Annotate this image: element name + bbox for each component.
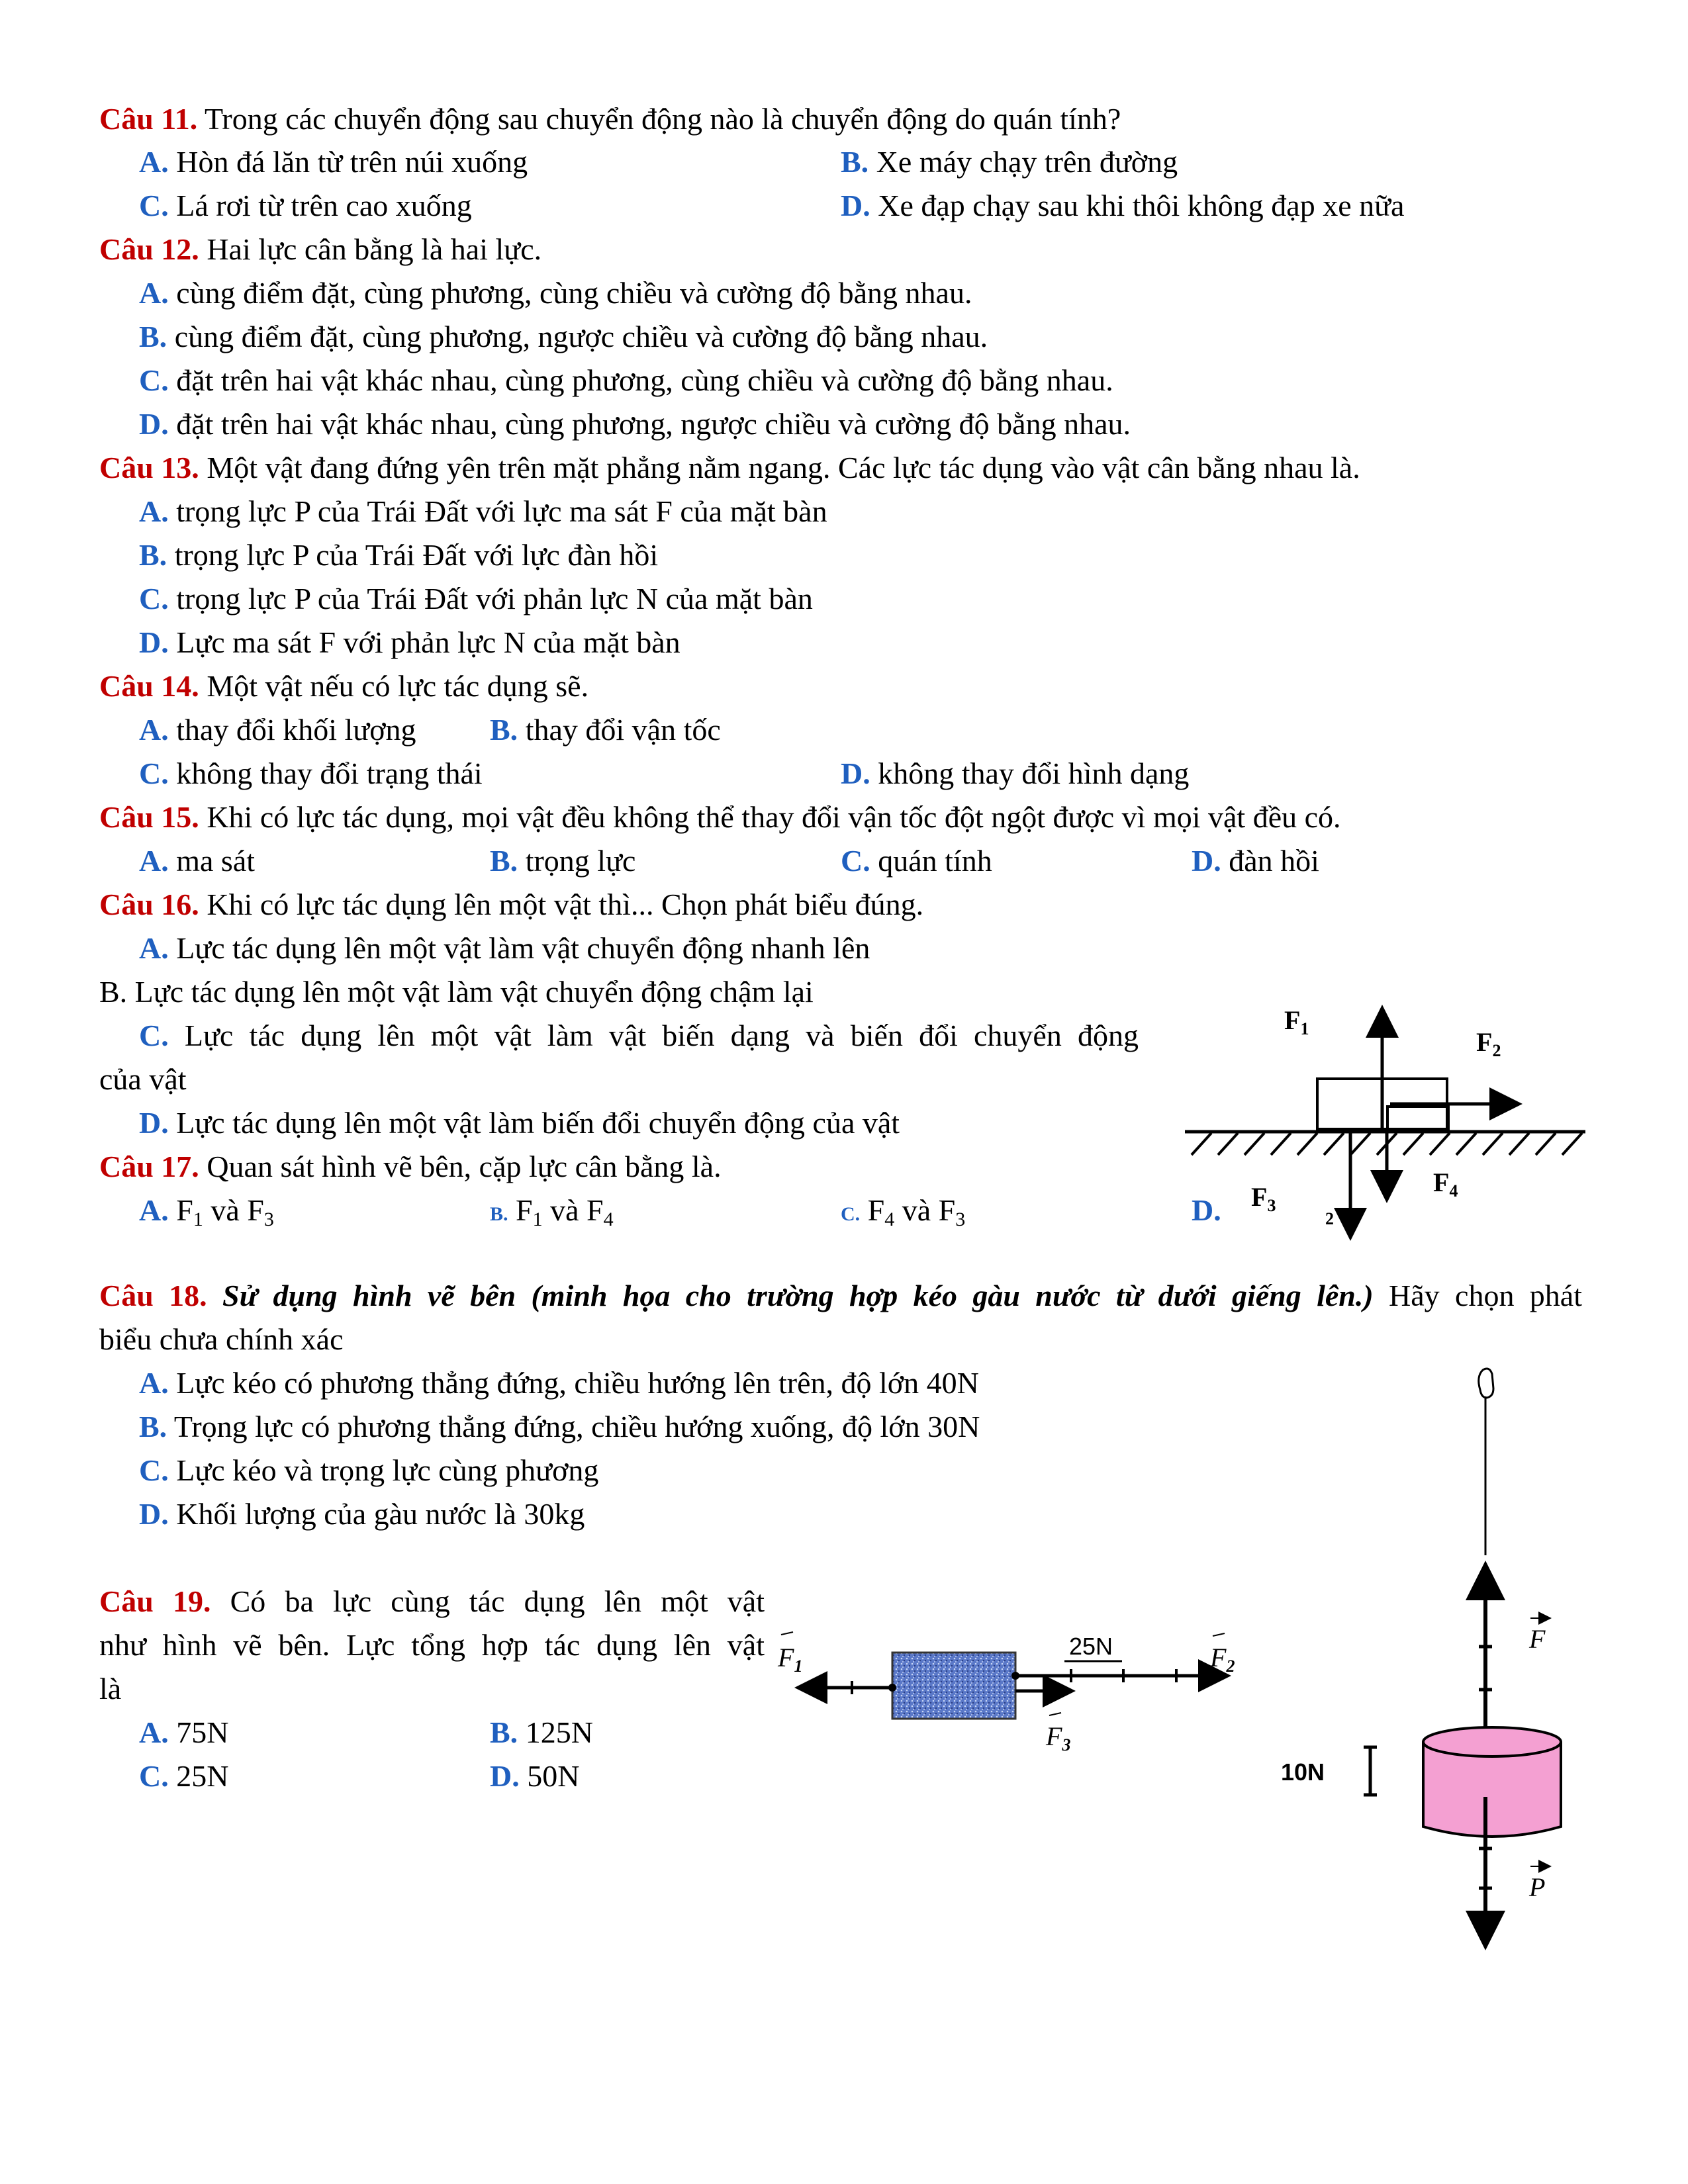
q19-stem (99, 1582, 765, 1621)
option-text: F (516, 1193, 533, 1227)
q15-option-b[interactable] (490, 841, 635, 881)
q11-stem (99, 99, 1121, 139)
q18-stem-cont (99, 1320, 344, 1359)
option-text-continued: của vật (99, 1062, 187, 1096)
q19-application-point-right (1011, 1672, 1019, 1680)
option-text: thay đổi khối lượng (176, 713, 416, 747)
option-text: 75N (176, 1715, 229, 1749)
option-key: B. (139, 538, 167, 572)
option-text: F (176, 1193, 193, 1227)
q19-number: Câu 19. (99, 1584, 211, 1618)
q17-option-c[interactable] (841, 1191, 965, 1240)
option-key: A. (139, 1193, 169, 1227)
q18-bold-text: Sử dụng hình vẽ bên (minh họa cho trường hợp kéo gàu nước từ dưới giếng lên.) (222, 1279, 1374, 1312)
option-key: D. (1192, 1193, 1221, 1227)
q19-option-b[interactable] (490, 1713, 593, 1752)
svg-text:F1: $F_1$ (778, 1643, 803, 1676)
q12-text: Hai lực cân bằng là hai lực. (207, 232, 542, 266)
option-text: không thay đổi hình dạng (878, 756, 1190, 790)
q11-option-b[interactable] (841, 142, 1178, 182)
option-text: Lực tác dụng lên một vật làm vật biến dạng và biến đổi chuyển động (184, 1019, 1139, 1052)
q16-option-d[interactable] (139, 1103, 900, 1143)
option-key: D. (1192, 844, 1221, 878)
option-text: Lực ma sát F với phản lực N của mặt bàn (176, 625, 680, 659)
option-text: không thay đổi trạng thái (176, 756, 483, 790)
q11-text: Trong các chuyển động sau chuyển động nào là chuyển động do quán tính? (204, 102, 1121, 136)
q13-stem (99, 448, 1360, 488)
option-text: Lá rơi từ trên cao xuống (176, 189, 472, 222)
q14-option-a[interactable] (139, 710, 416, 750)
option-key: B. (490, 1203, 508, 1225)
option-text: Trọng lực có phương thẳng đứng, chiều hướng xuống, độ lớn 30N (173, 1410, 980, 1443)
option-text: Xe đạp chạy sau khi thôi không đạp xe nữa (878, 189, 1405, 222)
option-text: trọng lực P của Trái Đất với lực ma sát F của mặt bàn (176, 494, 827, 528)
option-text: Lực tác dụng lên một vật làm biến đổi chuyển động của vật (176, 1106, 900, 1140)
option-key: B. (139, 1410, 167, 1443)
q15-text: Khi có lực tác dụng, mọi vật đều không thể thay đổi vận tốc đột ngột được vì mọi vật đều có. (207, 800, 1341, 834)
option-key: A. (139, 145, 169, 179)
option-text: trọng lực P của Trái Đất với phản lực N của mặt bàn (176, 582, 813, 615)
q17-text: Quan sát hình vẽ bên, cặp lực cân bằng là. (207, 1150, 722, 1183)
option-key: B. (139, 320, 167, 353)
svg-text:F3: $F_3$ (1046, 1721, 1071, 1754)
option-text: Lực tác dụng lên một vật làm vật chuyển động nhanh lên (176, 931, 870, 965)
q18-text-continued: biểu chưa chính xác (99, 1322, 344, 1356)
q13-option-d[interactable] (139, 623, 680, 662)
option-text: và F (542, 1193, 604, 1227)
option-key: D. (139, 407, 169, 441)
q18-number: Câu 18. (99, 1279, 207, 1312)
q17-label-f2: $F_2$ (1476, 1027, 1501, 1060)
subscript: 4 (603, 1208, 614, 1230)
option-key: C. (139, 363, 169, 397)
q17-option-d[interactable] (1192, 1191, 1221, 1230)
q17-option-a[interactable] (139, 1191, 274, 1240)
subscript: 3 (955, 1208, 966, 1230)
option-key: A. (139, 931, 169, 965)
option-key: A. (139, 494, 169, 528)
q13-option-b[interactable] (139, 535, 658, 575)
q19-text-continued: như hình vẽ bên. Lực tổng hợp tác dụng lên vật (99, 1628, 765, 1662)
q18-option-a[interactable] (139, 1363, 979, 1403)
svg-text:P: P (1529, 1872, 1546, 1902)
option-key: C. (139, 756, 169, 790)
hand-icon (1479, 1369, 1493, 1398)
subscript: 4 (884, 1208, 895, 1230)
option-text: cùng điểm đặt, cùng phương, cùng chiều và cường độ bằng nhau. (176, 276, 972, 310)
q16-option-c[interactable] (139, 1016, 1139, 1056)
option-key: D. (139, 625, 169, 659)
q11-number: Câu 11. (99, 102, 198, 136)
q18-option-c[interactable] (139, 1451, 598, 1490)
q17-stem (99, 1147, 722, 1187)
q17-stray-mark: 2 (1325, 1209, 1334, 1228)
q18-text: Hãy chọn phát (1373, 1279, 1582, 1312)
q18-label-p (1528, 1866, 1549, 1902)
q16-stem (99, 885, 923, 925)
q14-option-c[interactable] (139, 754, 483, 794)
option-text: đặt trên hai vật khác nhau, cùng phương, cùng chiều và cường độ bằng nhau. (176, 363, 1113, 397)
q17-block (1317, 1079, 1447, 1129)
option-key: D. (490, 1759, 520, 1793)
q13-option-c[interactable] (139, 579, 813, 619)
option-text: đàn hồi (1229, 844, 1319, 878)
option-key: C. (841, 1203, 861, 1225)
q17-label-f4: $F_4$ (1433, 1167, 1458, 1201)
q18-scale-label: 10N (1281, 1758, 1325, 1786)
option-key: A. (139, 713, 169, 747)
svg-text:F2: $F_2$ (1210, 1643, 1235, 1676)
q17-contact-rect (1387, 1107, 1448, 1132)
option-key: C. (139, 1759, 169, 1793)
q19-label-f1 (777, 1632, 802, 1676)
q19-block (892, 1653, 1015, 1719)
q19-text-continued: là (99, 1672, 122, 1706)
option-key: C. (139, 1453, 169, 1487)
q12-option-c[interactable] (139, 361, 1113, 400)
option-text: 25N (176, 1759, 229, 1793)
option-key: A. (139, 844, 169, 878)
option-text: ma sát (176, 844, 256, 878)
q18-stem (99, 1276, 1582, 1316)
q16-number: Câu 16. (99, 887, 199, 921)
q14-option-b[interactable] (490, 710, 721, 750)
q14-number: Câu 14. (99, 669, 199, 703)
q18-option-d[interactable] (139, 1494, 585, 1534)
option-text: 125N (525, 1715, 593, 1749)
option-text: 50N (527, 1759, 580, 1793)
subscript: 3 (263, 1208, 274, 1230)
q19-option-d[interactable] (490, 1756, 579, 1796)
option-text: Hòn đá lăn từ trên núi xuống (176, 145, 528, 179)
q12-option-a[interactable] (139, 273, 972, 313)
option-text: Xe máy chạy trên đường (876, 145, 1178, 179)
q18-scale-bar (1364, 1747, 1377, 1795)
q19-text: Có ba lực cùng tác dụng lên một vật (230, 1584, 765, 1618)
q11-option-c[interactable] (139, 186, 472, 226)
q14-stem (99, 666, 588, 706)
q18-label-f (1528, 1618, 1549, 1654)
subscript: 1 (532, 1208, 543, 1230)
q17-ground-hatching (1192, 1133, 1582, 1155)
q15-option-a[interactable] (139, 841, 255, 881)
option-text: và F (203, 1193, 264, 1227)
q19-option-a[interactable] (139, 1713, 228, 1752)
option-key: D. (139, 1497, 169, 1531)
q17-label-f1: $F_1$ (1284, 1005, 1309, 1038)
q13-number: Câu 13. (99, 451, 199, 484)
option-key: B. (490, 713, 518, 747)
option-text: Lực kéo và trọng lực cùng phương (176, 1453, 599, 1487)
option-key: C. (139, 582, 169, 615)
q19-force-ticks (852, 1669, 1176, 1694)
q12-option-b[interactable] (139, 317, 988, 357)
option-key: C. (139, 189, 169, 222)
option-key: C. (139, 1019, 169, 1052)
q17-option-b[interactable] (490, 1191, 614, 1240)
q17-label-f3: $F_3$ (1251, 1182, 1276, 1215)
q12-option-d[interactable] (139, 404, 1131, 444)
option-text: Lực kéo có phương thẳng đứng, chiều hướng lên trên, độ lớn 40N (176, 1366, 979, 1400)
option-key: D. (139, 1106, 169, 1140)
option-key: A. (139, 1366, 169, 1400)
option-text: và F (894, 1193, 956, 1227)
q12-number: Câu 12. (99, 232, 199, 266)
subscript: 1 (193, 1208, 203, 1230)
q17-number: Câu 17. (99, 1150, 199, 1183)
option-text: cùng điểm đặt, cùng phương, ngược chiều và cường độ bằng nhau. (174, 320, 988, 353)
q12-stem (99, 230, 541, 269)
q14-text: Một vật nếu có lực tác dụng sẽ. (207, 669, 589, 703)
q15-number: Câu 15. (99, 800, 199, 834)
option-text: đặt trên hai vật khác nhau, cùng phương, ngược chiều và cường độ bằng nhau. (176, 407, 1131, 441)
q18-option-b[interactable] (139, 1407, 980, 1447)
q11-option-a[interactable] (139, 142, 528, 182)
q11-option-d[interactable] (841, 186, 1404, 226)
option-text: Khối lượng của gàu nước là 30kg (176, 1497, 585, 1531)
q16-option-b[interactable] (99, 972, 814, 1012)
option-text: trọng lực (525, 844, 636, 878)
q18-bucket-rim (1423, 1727, 1561, 1756)
q15-option-c[interactable] (841, 841, 992, 881)
q14-option-d[interactable] (841, 754, 1189, 794)
option-text: trọng lực P của Trái Đất với lực đàn hồi (174, 538, 659, 572)
option-key: B. (490, 1715, 518, 1749)
svg-text:F: F (1529, 1624, 1546, 1654)
q18-force-ticks (1479, 1598, 1492, 1888)
option-text: quán tính (878, 844, 992, 878)
q19-stem-line2 (99, 1625, 765, 1665)
q19-option-c[interactable] (139, 1756, 228, 1796)
q18-bucket-body (1423, 1742, 1561, 1837)
option-text: thay đổi vận tốc (525, 713, 721, 747)
q16-text: Khi có lực tác dụng lên một vật thì... Chọn phát biểu đúng. (207, 887, 924, 921)
q13-text: Một vật đang đứng yên trên mặt phẳng nằm ngang. Các lực tác dụng vào vật cân bằng nhau là. (207, 451, 1360, 484)
q19-label-f2 (1209, 1633, 1235, 1676)
option-key: B. (490, 844, 518, 878)
q19-scale-label: 25N (1069, 1633, 1113, 1660)
q19-stem-line3 (99, 1669, 121, 1709)
option-key: D. (841, 189, 870, 222)
option-key: D. (841, 756, 870, 790)
q19-label-f3 (1045, 1713, 1070, 1754)
option-text: B. Lực tác dụng lên một vật làm vật chuyển động chậm lại (99, 975, 814, 1009)
option-key: A. (139, 276, 169, 310)
q15-option-d[interactable] (1192, 841, 1319, 881)
option-key: C. (841, 844, 870, 878)
option-key: B. (841, 145, 869, 179)
q19-application-point-left (888, 1684, 896, 1692)
q16-option-c-cont (99, 1060, 187, 1099)
q13-option-a[interactable] (139, 492, 827, 531)
q15-stem (99, 797, 1341, 837)
q16-option-a[interactable] (139, 929, 870, 968)
option-key: A. (139, 1715, 169, 1749)
option-text: F (867, 1193, 885, 1227)
